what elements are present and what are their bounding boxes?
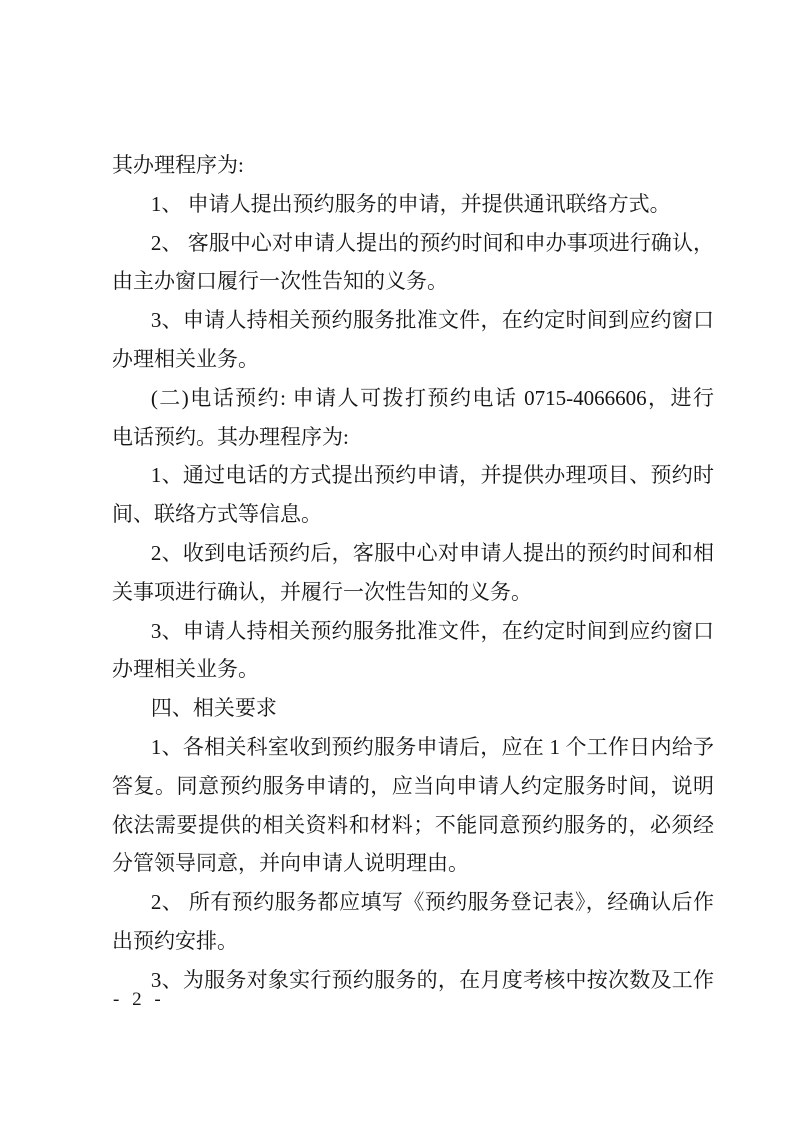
text-line: 电话预约。其办理程序为: — [112, 424, 349, 449]
text-line: 3、申请人持相关预约服务批准文件，在约定时间到应约窗口 — [150, 308, 714, 333]
document-body — [112, 146, 714, 1000]
text-line: 关事项进行确认，并履行一次性告知的义务。 — [112, 579, 532, 604]
text-line: 1、 申请人提出预约服务的申请，并提供通讯联络方式。 — [150, 191, 671, 216]
text-line: 3、申请人持相关预约服务批准文件，在约定时间到应约窗口 — [150, 618, 714, 643]
text-line: 其办理程序为: — [112, 153, 244, 177]
text-line: 3、为服务对象实行预约服务的，在月度考核中按次数及工作 — [150, 967, 714, 992]
text-line: 答复。同意预约服务申请的，应当向申请人约定服务时间，说明 — [112, 773, 714, 798]
page-number: - 2 - — [113, 989, 165, 1010]
text-line: 2、 所有预约服务都应填写《预约服务登记表》，经确认后作 — [150, 890, 714, 915]
text-line: 办理相关业务。 — [112, 657, 259, 682]
text-line: 2、收到电话预约后，客服中心对申请人提出的预约时间和相 — [150, 540, 714, 565]
text-line: 办理相关业务。 — [112, 346, 259, 371]
text-line: 由主办窗口履行一次性告知的义务。 — [112, 269, 448, 294]
text-line: 分管领导同意，并向申请人说明理由。 — [112, 851, 469, 876]
text-line: (二)电话预约: 申请人可拨打预约电话 0715-4066606，进行 — [150, 385, 714, 410]
text-line: 四、相关要求 — [150, 696, 277, 721]
text-line: 出预约安排。 — [112, 928, 238, 953]
text-line: 1、通过电话的方式提出预约申请，并提供办理项目、预约时 — [150, 463, 714, 488]
text-line: 依法需要提供的相关资料和材料；不能同意预约服务的，必须经 — [112, 812, 714, 837]
text-line: 2、 客服中心对申请人提出的预约时间和申办事项进行确认， — [150, 230, 714, 255]
text-line: 1、各相关科室收到预约服务申请后，应在 1 个工作日内给予 — [150, 734, 714, 759]
text-line: 间、联络方式等信息。 — [112, 502, 322, 527]
